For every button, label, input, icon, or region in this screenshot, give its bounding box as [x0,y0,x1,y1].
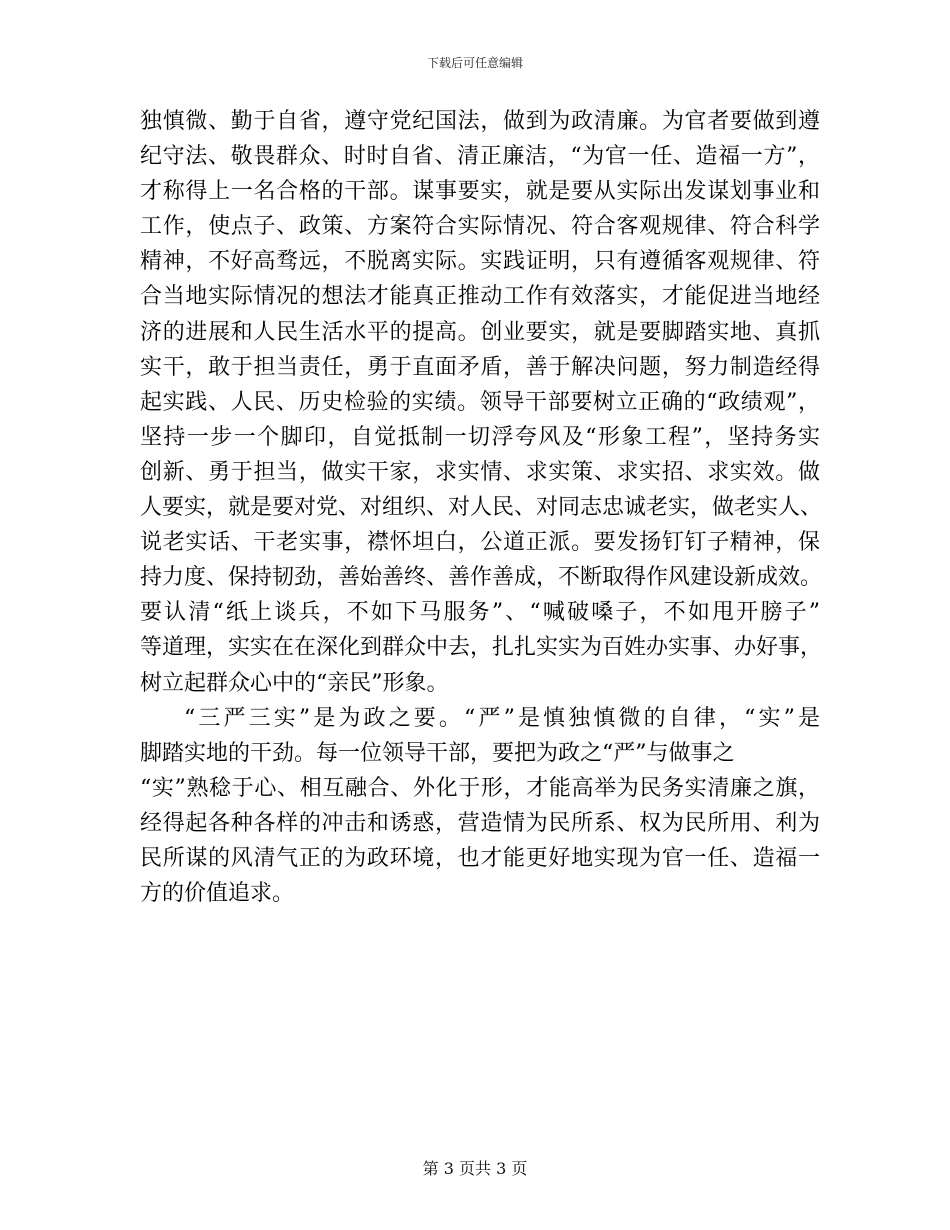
paragraph-line: “实”熟稔于心、相互融合、外化于形，才能高举为民务实清廉之旗， [140,775,820,801]
paragraph-line: 独慎微、勤于自省，遵守党纪国法，做到为政清廉。为官者要做到遵 [140,109,820,134]
paragraph-1 [140,104,823,701]
paragraph-line: 合当地实际情况的想法才能真正推动工作有效落实，才能促进当地经 [140,284,820,310]
paragraph-line: 经得起各种各样的冲击和诱惑，营造情为民所系、权为民所用、利为 [140,810,820,836]
paragraph-line: 持力度、保持韧劲，善始善终、善作善成，不断取得作风建设新成效。 [140,565,823,591]
paragraph-line: 纪守法、敬畏群众、时时自省、清正廉洁，“为官一任、造福一方”， [140,144,820,170]
paragraph-line: “三严三实”是为政之要。“严”是慎独慎微的自律，“实”是 [184,705,820,731]
paragraph-line: 方的价值追求。 [140,881,295,907]
paragraph-line: 树立起群众心中的“亲民”形象。 [140,670,449,696]
paragraph-line: 工作，使点子、政策、方案符合实际情况、符合客观规律、符合科学 [140,214,820,240]
page-footer: 第 3 页共 3 页 [422,1159,528,1178]
page-header: 下载后可任意编辑 [426,56,523,70]
paragraph-line: 民所谋的风清气正的为政环境，也才能更好地实现为官一任、造福一 [140,845,820,871]
paragraph-line: 实干，敢于担当责任，勇于直面矛盾，善于解决问题，努力制造经得 [140,354,820,380]
paragraph-line: 起实践、人民、历史检验的实绩。领导干部要树立正确的“政绩观”， [140,389,820,415]
paragraph-line: 说老实话、干老实事，襟怀坦白，公道正派。要发扬钉钉子精神，保 [140,530,820,556]
document-body [140,104,823,911]
paragraph-line: 人要实，就是要对党、对组织、对人民、对同志忠诚老实，做老实人、 [140,495,823,521]
paragraph-line: 才称得上一名合格的干部。谋事要实，就是要从实际出发谋划事业和 [140,179,820,205]
paragraph-line: 济的进展和人民生活水平的提高。创业要实，就是要脚踏实地、真抓 [140,319,820,345]
paragraph-line: 坚持一步一个脚印，自觉抵制一切浮夸风及“形象工程”，坚持务实 [140,424,820,450]
paragraph-line: 精神，不好高骛远，不脱离实际。实践证明，只有遵循客观规律、符 [140,249,820,275]
paragraph-line: 创新、勇于担当，做实干家，求实情、求实策、求实招、求实效。做 [140,459,820,485]
paragraph-2 [140,701,820,912]
paragraph-line: 等道理，实实在在深化到群众中去，扎扎实实为百姓办实事、办好事， [140,635,823,661]
paragraph-line: 要认清“纸上谈兵，不如下马服务”、“喊破嗓子，不如甩开膀子” [140,600,820,626]
paragraph-line: 脚踏实地的干劲。每一位领导干部，要把为政之“严”与做事之 [140,740,735,766]
